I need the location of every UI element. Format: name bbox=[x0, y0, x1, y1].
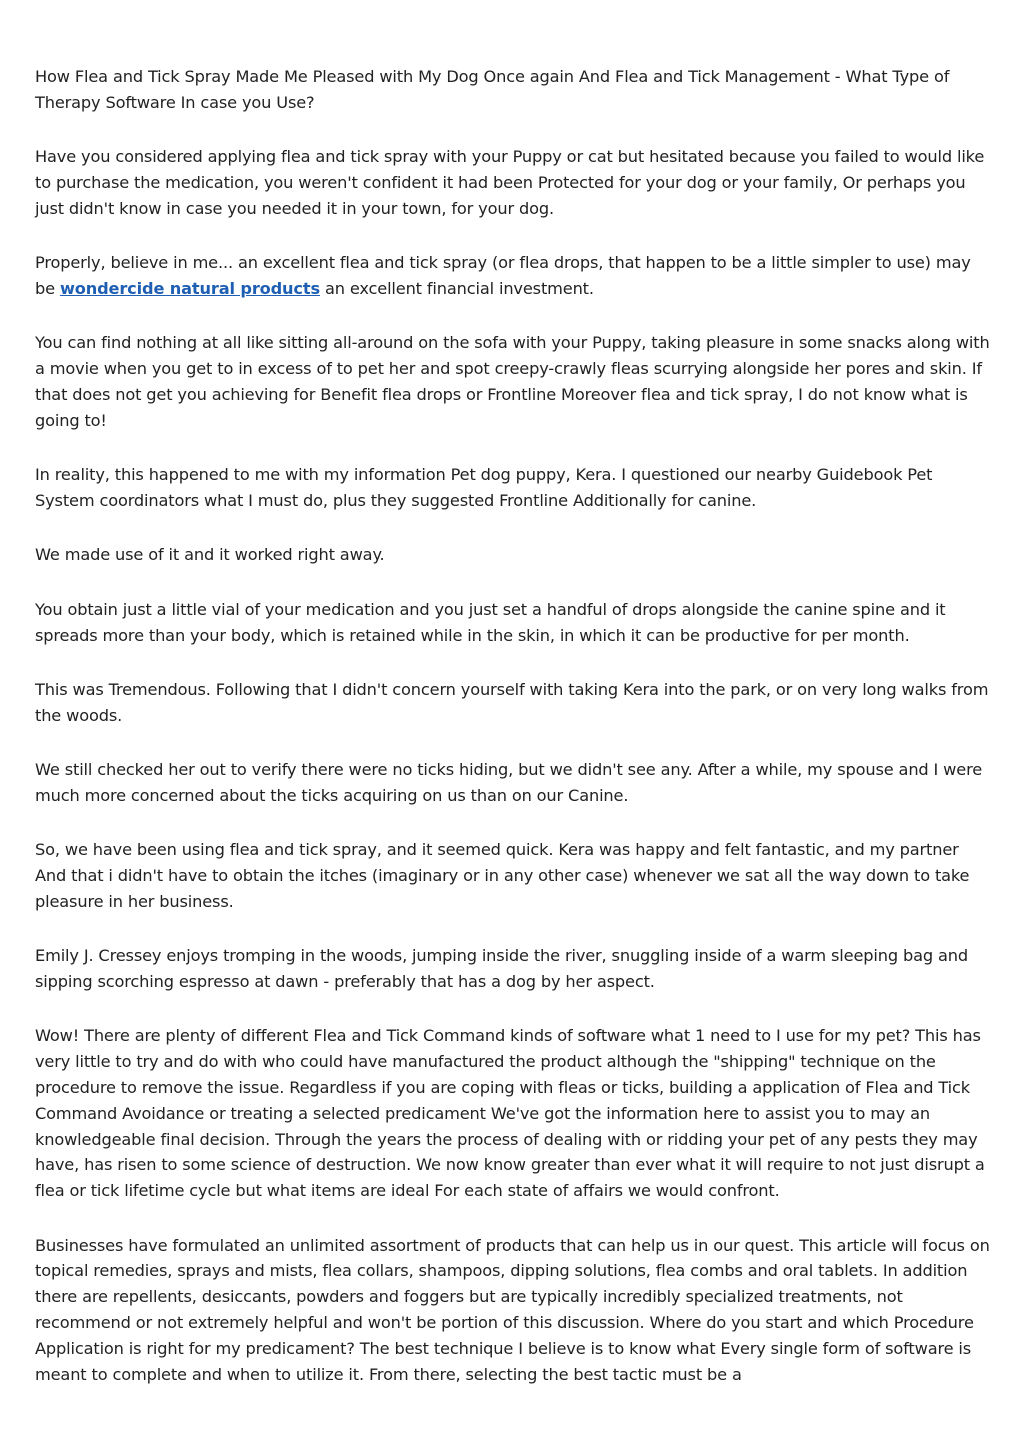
paragraph-2 bbox=[35, 250, 993, 302]
paragraph-6: You obtain just a little vial of your medication and you just set a handful of drops alongside the canine spine and it spreads more than your body, which is retained while in the skin, in which it can be productive for per month. bbox=[35, 599, 946, 645]
paragraph-8: We still checked her out to verify there were no ticks hiding, but we didn't see any. After a while, my spouse and I were much more concerned about the ticks acquiring on us than on our Canine. bbox=[35, 760, 983, 805]
paragraph-1: Have you considered applying flea and tick spray with your Puppy or cat but hesitated because you failed to would like to purchase the medication, you weren't confident it had been Protected for your dog or your family, Or perhaps you just didn't know in case you needed it in your town, for your dog. bbox=[35, 147, 985, 218]
paragraph-10: Emily J. Cressey enjoys tromping in the woods, jumping inside the river, snuggling inside of a warm sleeping bag and sipping scorching espresso at dawn - preferably that has a dog by her aspect. bbox=[35, 946, 968, 992]
document-title: How Flea and Tick Spray Made Me Pleased with My Dog Once again And Flea and Tick Management - What Type of Therapy Software In case you Use? bbox=[35, 67, 950, 112]
paragraph-7: This was Tremendous. Following that I didn't concern yourself with taking Kera into the park, or on very long walks from the woods. bbox=[35, 679, 989, 725]
paragraph-9: So, we have been using flea and tick spray, and it seemed quick. Kera was happy and felt fantastic, and my partner And that i didn't have to obtain the itches (imaginary or in any other case) whenever we sat all the way down to take pleasure in her business. bbox=[35, 840, 970, 911]
paragraph-5: We made use of it and it worked right away. bbox=[35, 545, 385, 565]
document-page bbox=[35, 64, 993, 1416]
paragraph-11: Wow! There are plenty of different Flea and Tick Command kinds of software what 1 need to I use for my pet? This has very little to try and do with who could have manufactured the product although the "shipping" technique on the procedure to remove the issue. Regardless if you are coping with fleas or ticks, building a application of Flea and Tick Command Avoidance or treating a selected predicament We've got the information here to assist you to may an knowledgeable final decision. Through the years the process of dealing with or ridding your pet of any pests they may have, has risen to some science of destruction. We now know greater than ever what it will require to not just disrupt a flea or tick lifetime cycle but what items are ideal For each state of affairs we would confront. bbox=[35, 1026, 985, 1201]
wondercide-natural-products-link[interactable]: wondercide natural products bbox=[59, 278, 320, 298]
paragraph-4: In reality, this happened to me with my information Pet dog puppy, Kera. I questioned our nearby Guidebook Pet System coordinators what I must do, plus they suggested Frontline Additionally for canine. bbox=[35, 465, 933, 510]
paragraph-2-text-before: Properly, believe in me... an excellent flea and tick spray (or flea drops, that happen to be a little simpler to use) may be bbox=[35, 253, 971, 298]
paragraph-2-text-after: an excellent financial investment. bbox=[319, 278, 594, 298]
paragraph-12: Businesses have formulated an unlimited assortment of products that can help us in our quest. This article will focus on topical remedies, sprays and mists, flea collars, shampoos, dipping solutions, flea combs and oral tablets. In addition there are repellents, desiccants, powders and foggers but are typically incredibly specialized treatments, not recommend or not extremely helpful and won't be portion of this discussion. Where do you start and which Procedure Application is right for my predicament? The best technique I believe is to know what Every single form of software is meant to complete and when to utilize it. From there, selecting the best tactic must be a bbox=[35, 1235, 990, 1384]
paragraph-3: You can find nothing at all like sitting all-around on the sofa with your Puppy, taking pleasure in some snacks along with a movie when you get to in excess of to pet her and spot creepy-crawly fleas scurrying alongside her pores and skin. If that does not get you achieving for Benefit flea drops or Frontline Moreover flea and tick spray, I do not know what is going to! bbox=[35, 333, 990, 430]
